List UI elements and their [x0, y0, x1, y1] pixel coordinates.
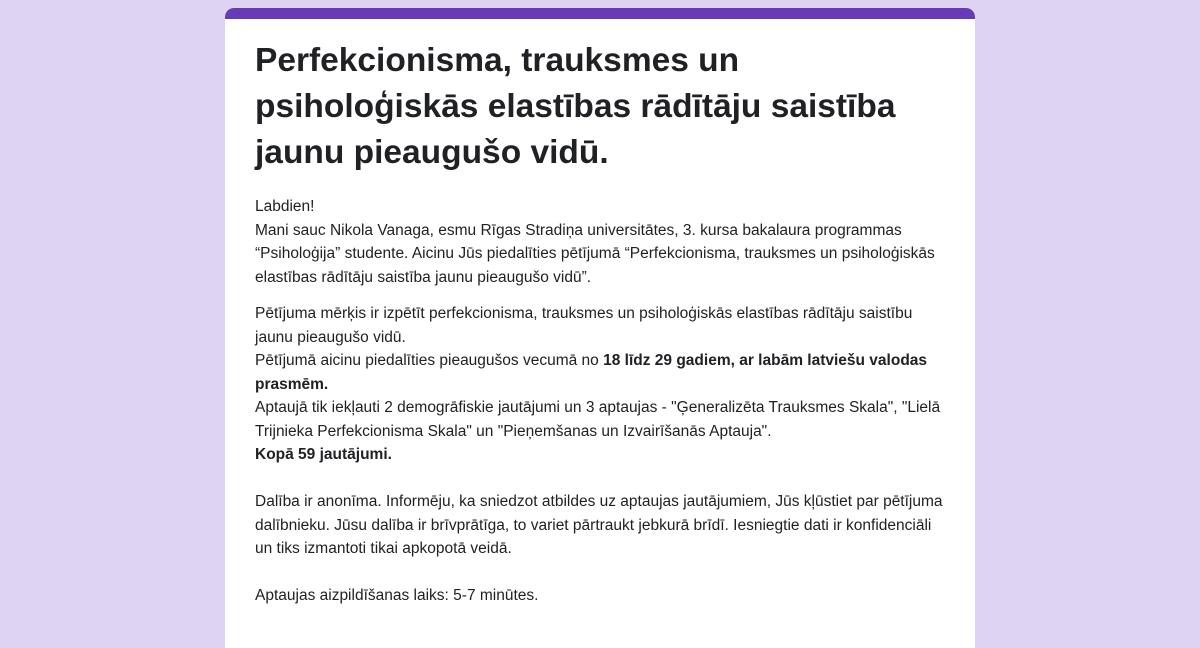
- description-structure: Aptaujā tik iekļauti 2 demogrāfiskie jautājumi un 3 aptaujas - "Ģeneralizēta Trauksmes Skala", "Lielā Trijnieka Perfekcionisma Skala" un "Pieņemšanas un Izvairīšanās Aptauja".: [255, 399, 941, 440]
- form-header: [255, 38, 945, 608]
- description-total: [255, 443, 945, 467]
- form-description: [255, 195, 945, 608]
- description-invite: [255, 349, 945, 396]
- description-anonymity: Dalība ir anonīma. Informēju, ka sniedzot atbildes uz aptaujas jautājumiem, Jūs kļūstiet par pētījuma dalībnieku. Jūsu dalība ir brīvprātīga, to variet pārtraukt jebkurā brīdī. Iesniegtie dati ir konfidenciāli un tiks izmantoti tikai apkopotā veidā.: [255, 493, 943, 557]
- form-card: [225, 8, 975, 648]
- description-total-bold: Kopā 59 jautājumi.: [255, 446, 392, 463]
- description-intro: Mani sauc Nikola Vanaga, esmu Rīgas Stradiņa universitātes, 3. kursa bakalaura programmas “Psiholoģija” studente. Aicinu Jūs piedalīties pētījumā “Perfekcionisma, trauksmes un psiholoģiskās elastības rādītāju saistība jaunu pieaugušo vidū”.: [255, 221, 935, 286]
- description-greeting: Labdien!: [255, 198, 315, 215]
- description-duration: Aptaujas aizpildīšanas laiks: 5-7 minūtes.: [255, 587, 539, 604]
- description-invite-bold: 18 līdz 29 gadiem, ar labām latviešu valodas prasmēm.: [255, 352, 928, 393]
- description-invite-text: Pētījumā aicinu piedalīties pieaugušos vecumā no: [255, 352, 604, 369]
- description-aim: Pētījuma mērķis ir izpētīt perfekcionisma, trauksmes un psiholoģiskās elastības rādītāju saistību jaunu pieaugušo vidū.: [255, 305, 913, 346]
- form-accent-bar: [225, 8, 975, 19]
- form-title: Perfekcionisma, trauksmes un psiholoģiskās elastības rādītāju saistība jaunu pieaugušo vidū.: [255, 42, 896, 171]
